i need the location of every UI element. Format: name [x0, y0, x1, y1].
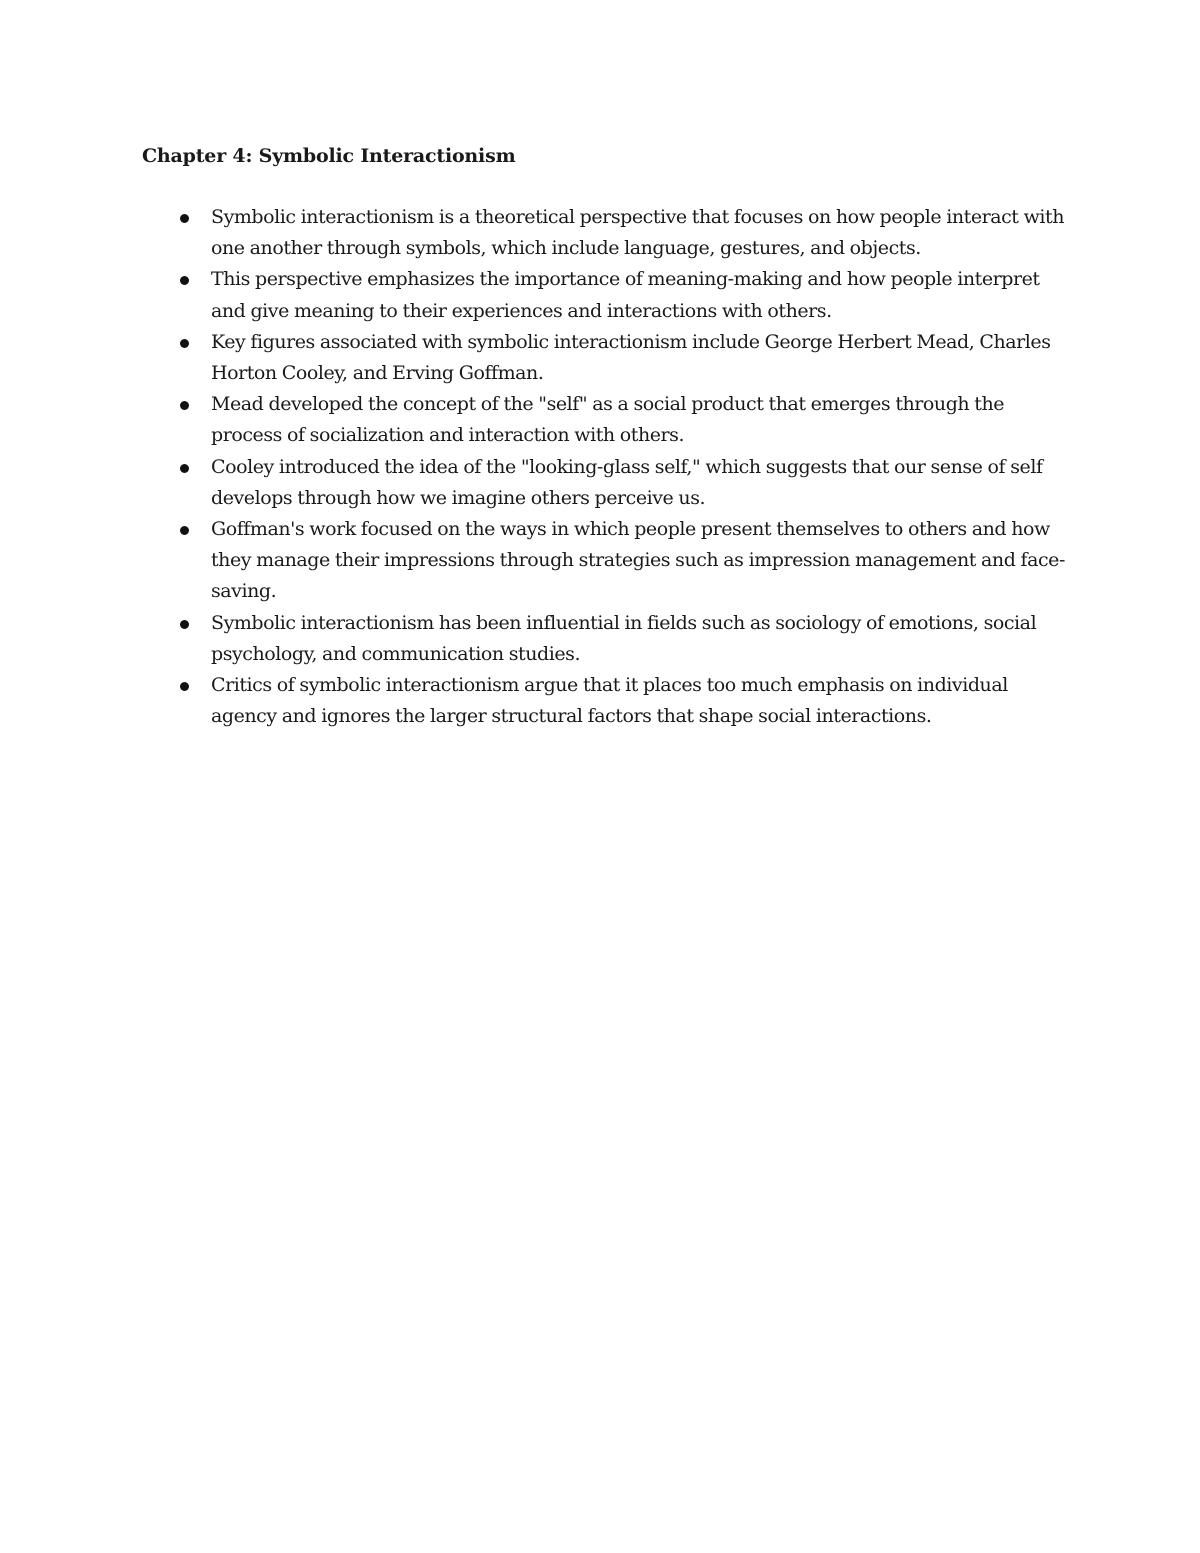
list-item-text: Symbolic interactionism is a theoretical perspective that focuses on how people interact with one another through symbols, which include language, gestures, and objects.: [211, 206, 1064, 260]
list-item-text: Key figures associated with symbolic interactionism include George Herbert Mead, Charles Horton Cooley, and Erving Goffman.: [211, 330, 1051, 385]
list-item-text: Mead developed the concept of the "self" as a social product that emerges through the process of socialization and interaction with others.: [211, 393, 1005, 447]
bullet-icon: [180, 339, 189, 348]
bullet-icon: [180, 682, 189, 691]
list-item: [142, 389, 1072, 451]
bullet-icon: [180, 526, 189, 535]
list-item: [142, 608, 1072, 670]
chapter-heading: Chapter 4: Symbolic Interactionism: [142, 145, 516, 167]
bullet-icon: [180, 620, 189, 629]
list-item-text: Symbolic interactionism has been influential in fields such as sociology of emotions, social psychology, and communication studies.: [211, 611, 1037, 665]
list-item-text: Critics of symbolic interactionism argue that it places too much emphasis on individual agency and ignores the larger structural factors that shape social interactions.: [211, 674, 1008, 728]
bullet-list: [142, 202, 1072, 732]
list-item: [142, 327, 1072, 389]
list-item: [142, 202, 1072, 264]
bullet-icon: [180, 276, 189, 285]
list-item-text: Cooley introduced the idea of the "looking-glass self," which suggests that our sense of self develops through how we imagine others perceive us.: [211, 455, 1043, 509]
list-item: [142, 264, 1072, 326]
bullet-icon: [180, 401, 189, 410]
list-item: [142, 514, 1072, 608]
document-content: [142, 142, 1072, 732]
list-item-text: This perspective emphasizes the importance of meaning-making and how people interpret and give meaning to their experiences and interactions with others.: [211, 268, 1040, 322]
list-item: [142, 670, 1072, 732]
bullet-icon: [180, 214, 189, 223]
list-item: [142, 452, 1072, 514]
bullet-icon: [180, 464, 189, 473]
list-item-text: Goffman's work focused on the ways in which people present themselves to others and how they manage their impressions through strategies such as impression management and face-saving.: [211, 518, 1065, 603]
